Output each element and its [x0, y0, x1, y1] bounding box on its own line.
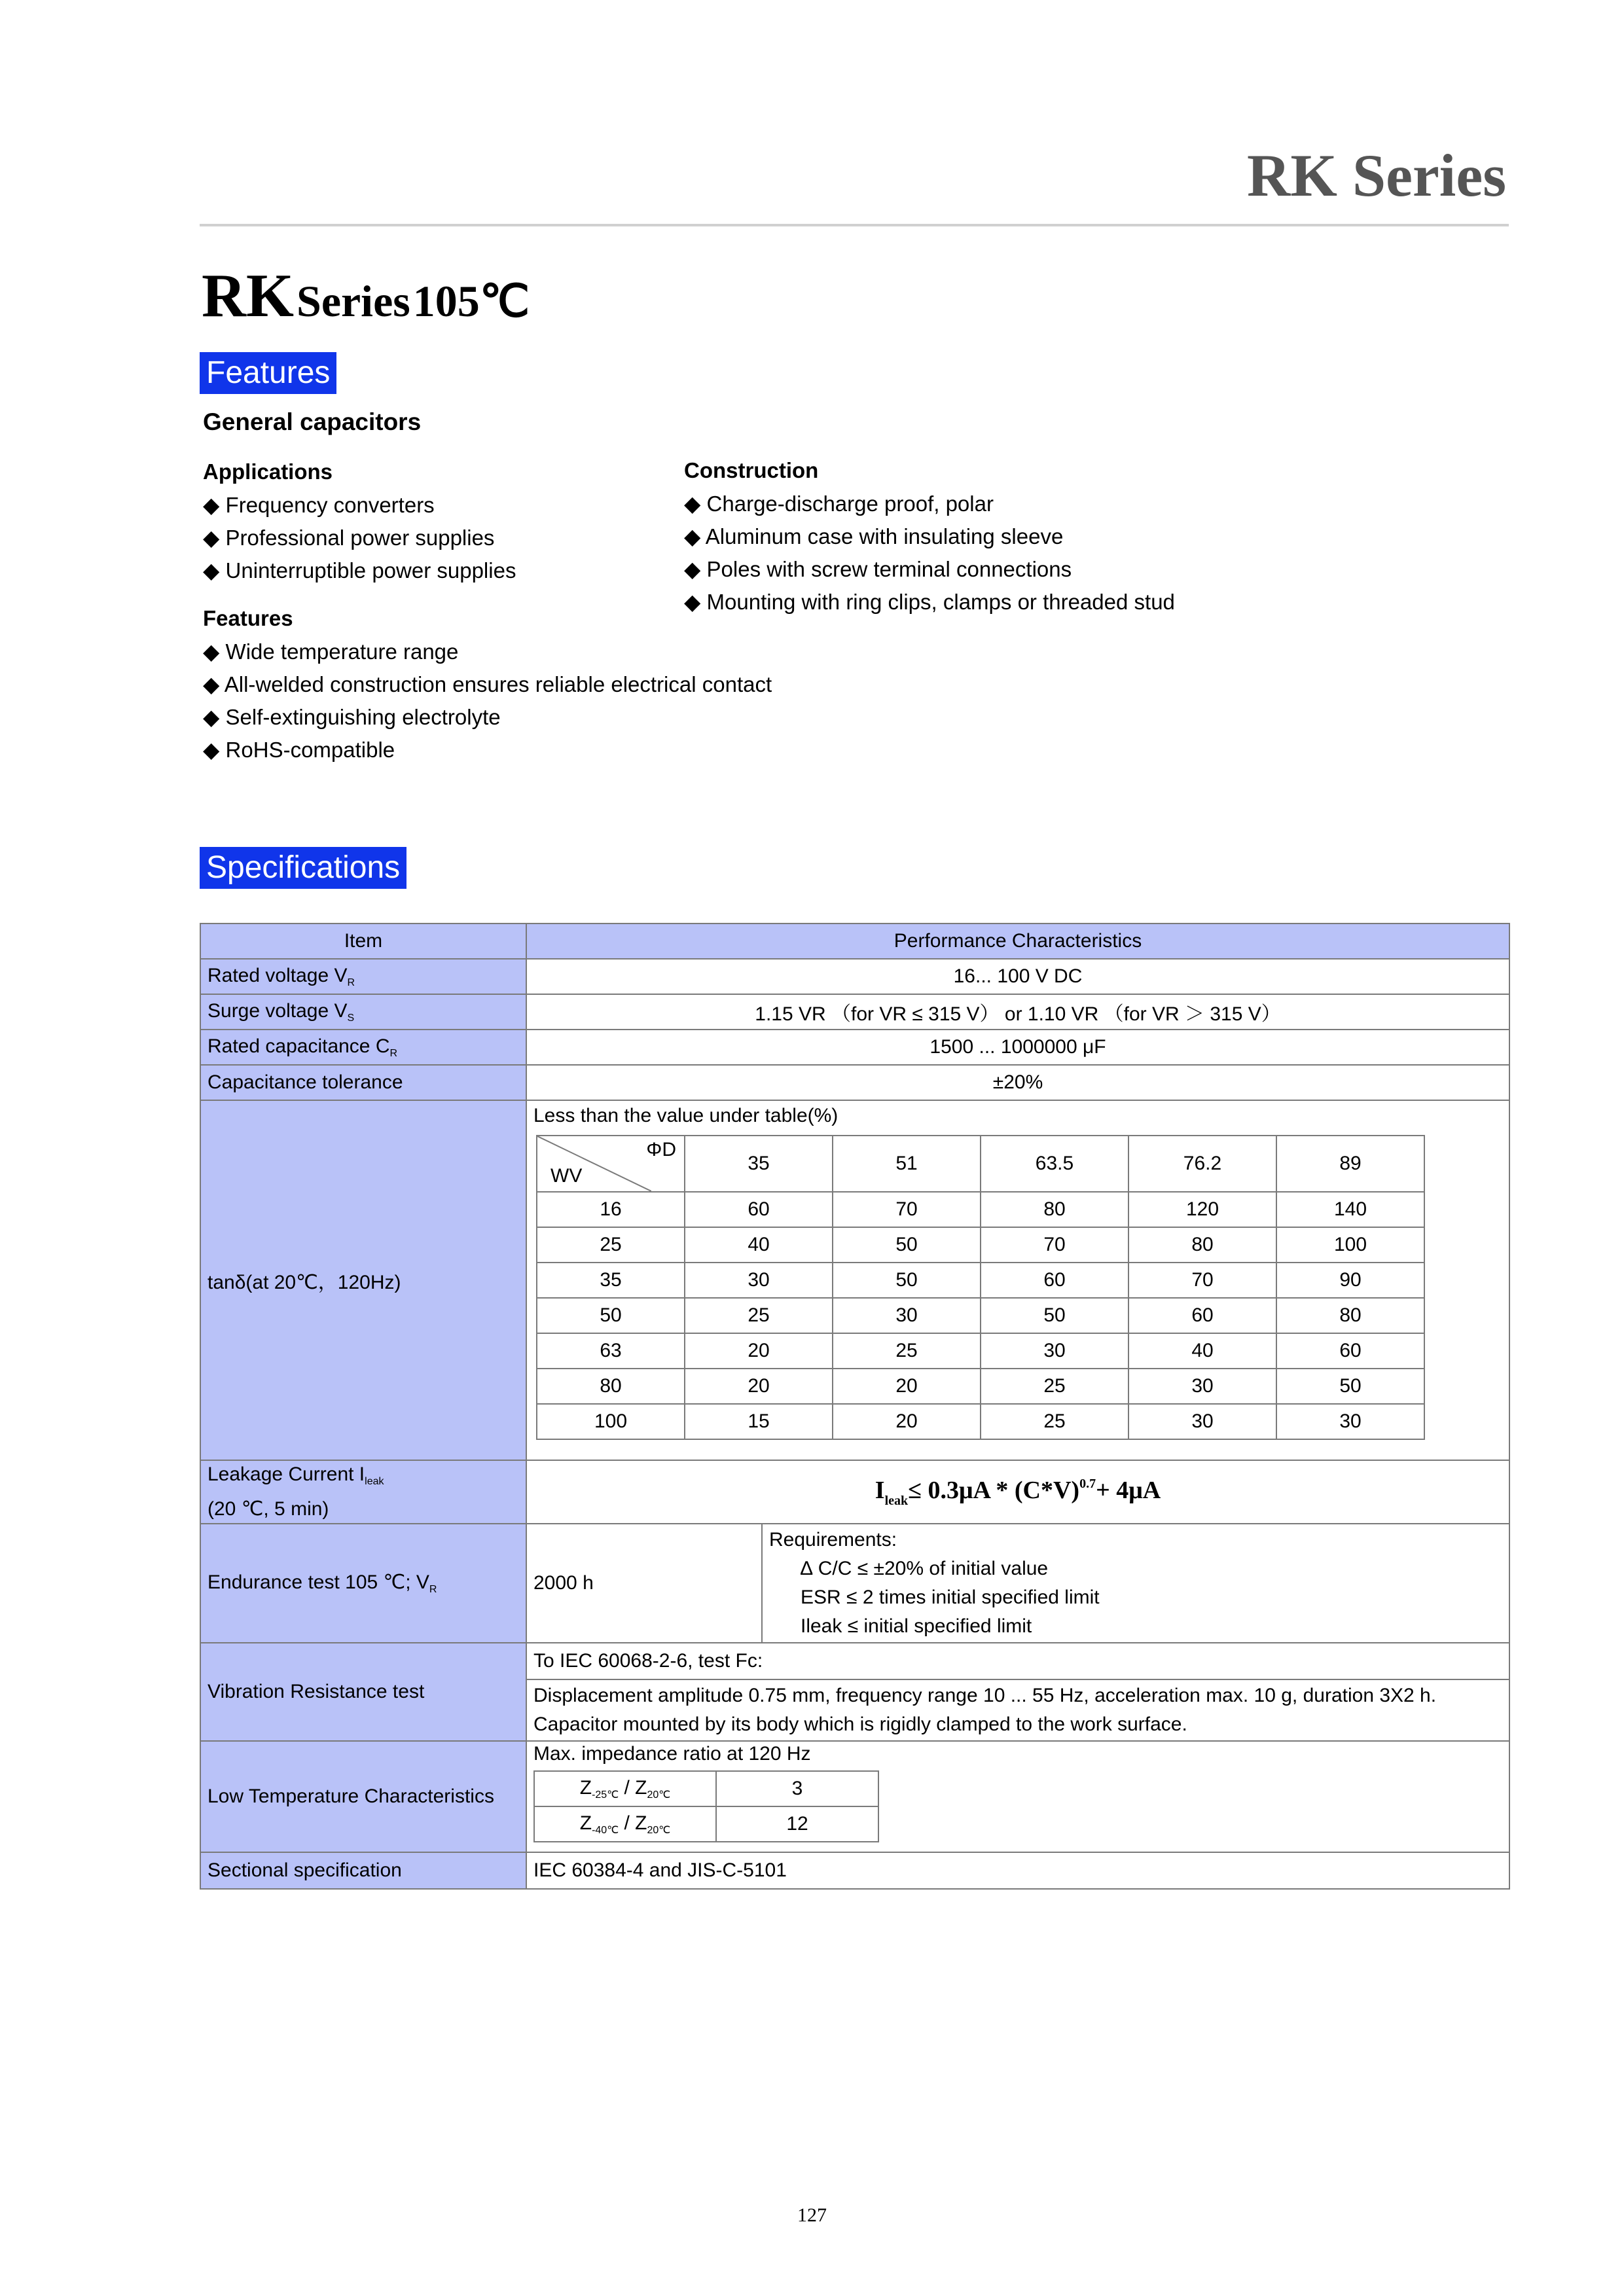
vibration-label: Vibration Resistance test	[200, 1643, 526, 1741]
voltage-cell: 100	[537, 1404, 685, 1439]
table-row	[200, 1100, 1509, 1460]
list-item: ◆ Self-extinguishing electrolyte	[203, 705, 501, 729]
tan-delta-value: 60	[685, 1192, 833, 1227]
table-row	[200, 924, 1509, 959]
tan-delta-value: 30	[685, 1263, 833, 1298]
sectional-spec-label: Sectional specification	[200, 1852, 526, 1889]
tan-delta-cell	[526, 1100, 1509, 1460]
endurance-duration: 2000 h	[526, 1524, 762, 1643]
vibration-detail-line: Capacitor mounted by its body which is rigidly clamped to the work surface.	[533, 1713, 1187, 1735]
capacitance-tolerance-value: ±20%	[526, 1065, 1509, 1100]
diameter-label: ΦD	[646, 1139, 676, 1160]
requirements-heading: Requirements:	[769, 1529, 897, 1551]
tan-delta-value: 20	[685, 1369, 833, 1404]
low-temperature-label: Low Temperature Characteristics	[200, 1741, 526, 1852]
rated-capacitance-value: 1500 ... 1000000 μF	[526, 1030, 1509, 1065]
diameter-header: 76.2	[1128, 1136, 1276, 1192]
impedance-value: 12	[716, 1806, 878, 1842]
construction-heading: Construction	[684, 458, 819, 482]
table-row	[200, 1030, 1509, 1065]
diameter-header: 51	[833, 1136, 981, 1192]
header-item: Item	[200, 924, 526, 959]
list-item: ◆ Frequency converters	[203, 493, 435, 517]
table-row	[537, 1263, 1424, 1298]
tan-delta-note: Less than the value under table(%)	[533, 1105, 839, 1126]
table-row	[537, 1298, 1424, 1333]
list-item: ◆ Poles with screw terminal connections	[684, 557, 1072, 581]
table-row	[534, 1771, 878, 1806]
vibration-detail-line: Displacement amplitude 0.75 mm, frequency range 10 ... 55 Hz, acceleration max. 10 g, duration 3X2 h.	[533, 1685, 1437, 1706]
tan-delta-value: 60	[981, 1263, 1128, 1298]
header-divider	[200, 224, 1509, 226]
tan-delta-value: 70	[833, 1192, 981, 1227]
tan-delta-value: 50	[833, 1263, 981, 1298]
tan-delta-value: 40	[685, 1227, 833, 1263]
endurance-requirements	[762, 1524, 1509, 1643]
low-temperature-cell	[526, 1741, 1509, 1852]
table-row	[534, 1806, 878, 1842]
voltage-cell: 50	[537, 1298, 685, 1333]
specifications-tag: Specifications	[200, 847, 406, 889]
table-row	[537, 1192, 1424, 1227]
leakage-formula: $I_{leak}\le 0.3\mu A * (C*V)^{0.7}+ 4\mu A$	[526, 1460, 1509, 1524]
rated-voltage-value: 16... 100 V DC	[526, 959, 1509, 994]
diameter-header: 63.5	[981, 1136, 1128, 1192]
tan-delta-value: 30	[1128, 1369, 1276, 1404]
tan-delta-value: 50	[833, 1227, 981, 1263]
voltage-cell: 16	[537, 1192, 685, 1227]
requirement-item: ESR ≤ 2 times initial specified limit	[801, 1587, 1100, 1608]
diameter-header: 35	[685, 1136, 833, 1192]
rated-voltage-label: Rated voltage $V_R$	[200, 959, 526, 994]
table-row	[200, 1065, 1509, 1100]
table-row	[537, 1333, 1424, 1369]
tan-delta-value: 30	[981, 1333, 1128, 1369]
tan-delta-table	[536, 1135, 1425, 1440]
impedance-ratio: $Z_{-25℃} / Z_{20℃}$	[534, 1771, 716, 1806]
tan-delta-value: 20	[833, 1369, 981, 1404]
table-row	[200, 1643, 1509, 1679]
list-item: ◆ Aluminum case with insulating sleeve	[684, 524, 1064, 548]
list-item: ◆ Uninterruptible power supplies	[203, 558, 516, 583]
rated-capacitance-label: Rated capacitance $C_R$	[200, 1030, 526, 1065]
diagonal-header-cell	[537, 1136, 685, 1192]
impedance-value: 3	[716, 1771, 878, 1806]
page-number: 127	[797, 2204, 827, 2226]
impedance-note: Max. impedance ratio at 120 Hz	[533, 1743, 811, 1765]
table-row	[200, 1460, 1509, 1524]
table-row	[537, 1404, 1424, 1439]
list-item: ◆ Professional power supplies	[203, 526, 495, 550]
tan-delta-value: 15	[685, 1404, 833, 1439]
tan-delta-value: 20	[685, 1333, 833, 1369]
table-row	[537, 1369, 1424, 1404]
tan-delta-value: 60	[1276, 1333, 1424, 1369]
features-heading: Features	[203, 606, 293, 630]
impedance-ratio: $Z_{-40℃} / Z_{20℃}$	[534, 1806, 716, 1842]
tan-delta-value: 25	[833, 1333, 981, 1369]
table-row	[200, 959, 1509, 994]
capacitance-tolerance-label: Capacitance tolerance	[200, 1065, 526, 1100]
list-item: ◆ RoHS-compatible	[203, 738, 395, 762]
vibration-details	[526, 1679, 1509, 1741]
requirement-item: Ileak ≤ initial specified limit	[801, 1615, 1032, 1637]
tan-delta-value: 80	[1276, 1298, 1424, 1333]
header-performance: Performance Characteristics	[526, 924, 1509, 959]
tan-delta-value: 30	[1128, 1404, 1276, 1439]
tan-delta-value: 25	[981, 1404, 1128, 1439]
tan-delta-value: 30	[833, 1298, 981, 1333]
voltage-cell: 63	[537, 1333, 685, 1369]
sectional-spec-value: IEC 60384-4 and JIS-C-5101	[526, 1852, 1509, 1889]
tan-delta-value: 25	[685, 1298, 833, 1333]
series-word: Series	[297, 276, 410, 326]
tan-delta-value: 30	[1276, 1404, 1424, 1439]
page-title	[202, 260, 530, 331]
surge-voltage-value: 1.15 VR （for VR ≤ 315 V） or 1.10 VR （for VR ＞ 315 V）	[526, 994, 1509, 1030]
endurance-label: Endurance test 105 ℃; $V_R$	[200, 1524, 526, 1643]
tan-delta-value: 25	[981, 1369, 1128, 1404]
series-code: RK	[202, 262, 294, 330]
table-row	[200, 1852, 1509, 1889]
tan-delta-value: 40	[1128, 1333, 1276, 1369]
tan-delta-value: 70	[1128, 1263, 1276, 1298]
table-row	[537, 1227, 1424, 1263]
list-item: ◆ Wide temperature range	[203, 639, 459, 664]
tan-delta-value: 100	[1276, 1227, 1424, 1263]
tan-delta-value: 140	[1276, 1192, 1424, 1227]
impedance-table	[533, 1770, 879, 1842]
voltage-cell: 35	[537, 1263, 685, 1298]
tan-delta-value: 80	[981, 1192, 1128, 1227]
tan-delta-value: 70	[981, 1227, 1128, 1263]
table-row	[200, 1741, 1509, 1852]
voltage-cell: 80	[537, 1369, 685, 1404]
tan-delta-value: 60	[1128, 1298, 1276, 1333]
tan-delta-value: 80	[1128, 1227, 1276, 1263]
table-row	[200, 1524, 1509, 1643]
tan-delta-value: 50	[981, 1298, 1128, 1333]
specifications-table	[200, 923, 1510, 1890]
surge-voltage-label: Surge voltage $V_S$	[200, 994, 526, 1030]
table-row	[200, 994, 1509, 1030]
voltage-cell: 25	[537, 1227, 685, 1263]
tan-delta-label: tanδ(at 20℃，120Hz)	[200, 1100, 526, 1460]
requirement-item: ∆ C/C ≤ ±20% of initial value	[801, 1558, 1049, 1579]
tan-delta-value: 50	[1276, 1369, 1424, 1404]
tan-delta-value: 20	[833, 1404, 981, 1439]
header-series-title: RK Series	[1246, 142, 1506, 209]
list-item: ◆ Mounting with ring clips, clamps or threaded stud	[684, 590, 1175, 614]
series-temperature: 105℃	[412, 276, 530, 326]
diameter-header: 89	[1276, 1136, 1424, 1192]
leakage-current-label: Leakage Current $I_{leak}$ (20 ℃, 5 min)	[200, 1460, 526, 1524]
voltage-label: WV	[550, 1165, 583, 1187]
tan-delta-value: 120	[1128, 1192, 1276, 1227]
general-heading: General capacitors	[203, 408, 422, 435]
tan-delta-value: 90	[1276, 1263, 1424, 1298]
applications-heading: Applications	[203, 459, 333, 484]
vibration-standard: To IEC 60068-2-6, test Fc:	[526, 1643, 1509, 1679]
list-item: ◆ Charge-discharge proof, polar	[684, 492, 994, 516]
features-tag: Features	[200, 352, 336, 394]
table-row	[537, 1136, 1424, 1192]
list-item: ◆ All-welded construction ensures reliable electrical contact	[203, 672, 772, 696]
